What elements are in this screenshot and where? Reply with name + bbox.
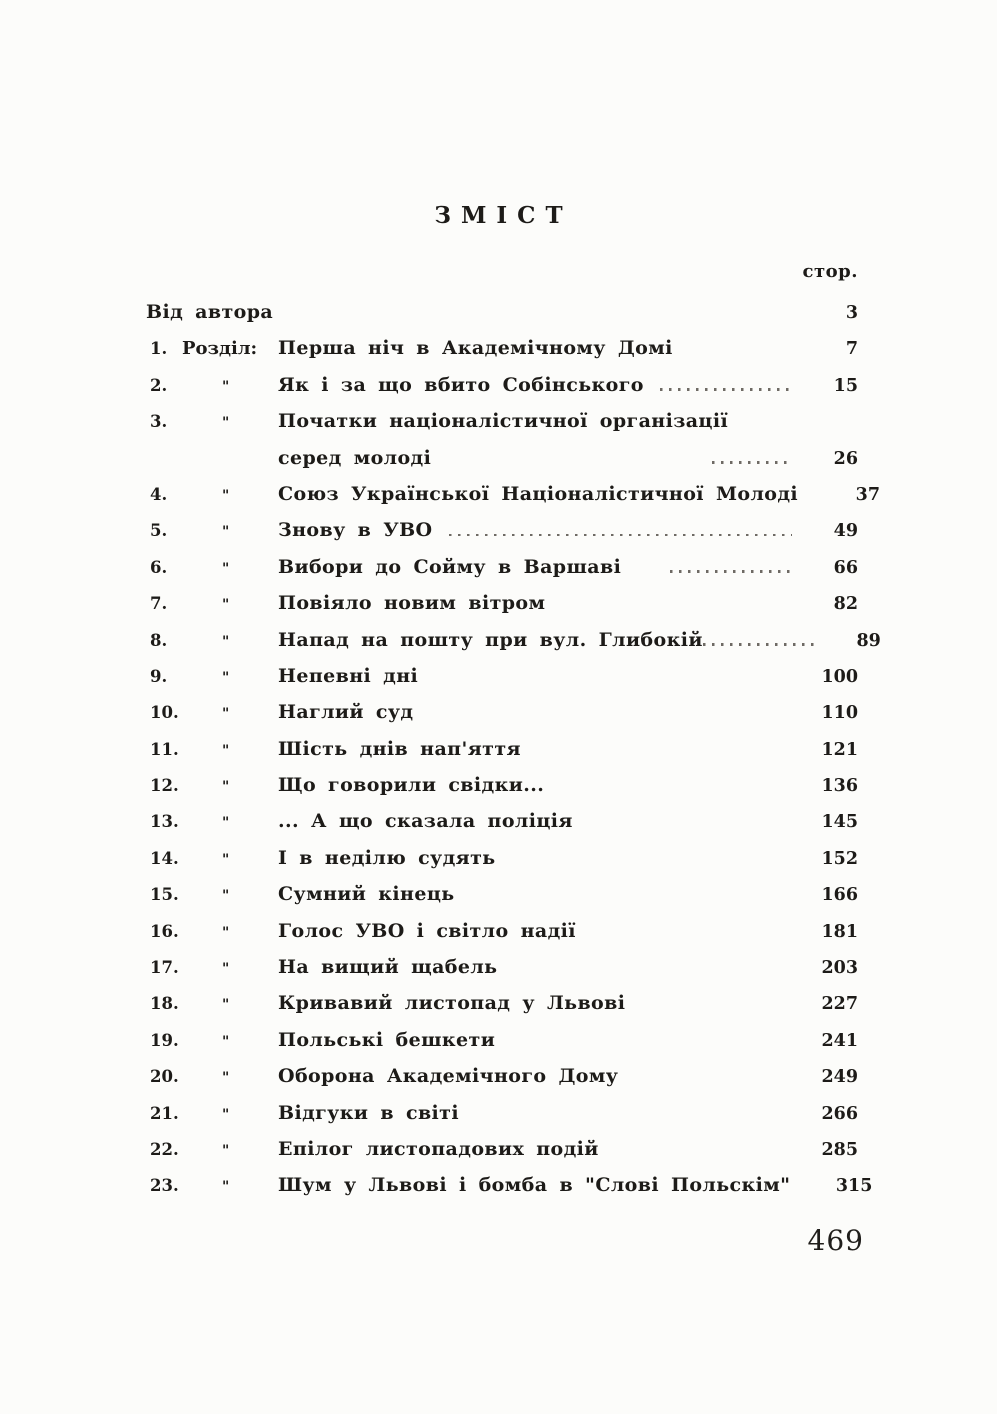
chapter-marker: " (222, 487, 231, 504)
page-column-header: стор. (802, 261, 858, 282)
toc-list (146, 294, 881, 1204)
chapter-title: На вищий щабель (278, 956, 498, 979)
chapter-marker: " (222, 779, 231, 796)
toc-row (146, 585, 858, 621)
leader-spacer (289, 316, 792, 319)
front-matter-row (146, 294, 858, 330)
page-number: 26 (833, 448, 858, 469)
toc-row (146, 985, 858, 1021)
page-number: 241 (821, 1030, 858, 1051)
toc-row (146, 1022, 858, 1058)
chapter-marker: " (222, 524, 231, 541)
toc-row (146, 658, 858, 694)
leader-dots (511, 1043, 792, 1046)
chapter-title: Сумний кінець (278, 883, 455, 906)
page-number: 181 (821, 921, 858, 942)
chapter-marker: " (222, 851, 231, 868)
chapter-marker: " (222, 961, 231, 978)
toc-row (146, 1058, 858, 1094)
chapter-number: 16. (150, 921, 179, 941)
chapter-marker: " (222, 1106, 231, 1123)
page-number: 203 (821, 958, 858, 979)
chapter-title: Шість днів нап'яття (278, 737, 521, 760)
chapter-title: Що говорили свідки... (278, 774, 545, 797)
chapter-number: 11. (150, 739, 179, 759)
chapter-marker: Розділ: (182, 338, 258, 360)
chapter-title: Епілог листопадових подій (278, 1137, 599, 1160)
page-number: 3 (845, 303, 858, 323)
front-matter-label: Від автора (146, 301, 274, 323)
page-number: 166 (821, 885, 858, 906)
chapter-marker: " (222, 815, 231, 832)
chapter-number: 5. (150, 521, 168, 541)
chapter-number: 23. (150, 1176, 179, 1196)
chapter-number: 21. (150, 1103, 179, 1123)
toc-row (146, 876, 858, 912)
page-number: 152 (821, 848, 858, 869)
chapter-marker: " (222, 1070, 231, 1087)
chapter-number: 15. (150, 885, 179, 905)
toc-row (146, 622, 881, 658)
chapter-marker: " (222, 1142, 231, 1159)
page-number: 145 (821, 812, 858, 833)
chapter-title: Оборона Академічного Дому (278, 1065, 619, 1088)
chapter-number: 4. (150, 484, 168, 504)
toc-row (146, 803, 858, 839)
page-number: 121 (821, 739, 858, 760)
page-number: 89 (856, 630, 881, 651)
leader-dots (660, 388, 792, 391)
toc-row (146, 913, 858, 949)
toc-row (146, 367, 858, 403)
chapter-title: ... А що сказала поліція (278, 810, 573, 833)
leader-dots (589, 825, 792, 828)
toc-row (146, 403, 858, 439)
chapter-number: 17. (150, 958, 179, 978)
folio-page-number: 469 (807, 1224, 864, 1257)
leader-dots (689, 352, 792, 355)
chapter-title: І в неділю судять (278, 846, 496, 869)
chapter-title: Як і за що вбито Собінського (278, 373, 644, 396)
chapter-title: Наглий суд (278, 701, 414, 724)
toc-row (146, 476, 880, 512)
page-number: 110 (821, 703, 858, 724)
toc-row (146, 840, 858, 876)
chapter-title: Початки націоналістичної організації (278, 410, 729, 433)
chapter-marker: " (222, 706, 231, 723)
toc-row (146, 549, 858, 585)
chapter-number: 7. (150, 594, 168, 614)
chapter-title: Відгуки в світі (278, 1101, 459, 1124)
chapter-number: 8. (150, 630, 168, 650)
toc-row (146, 949, 858, 985)
leader-dots (475, 1116, 792, 1119)
leader-dots (634, 1080, 792, 1083)
chapter-number: 10. (150, 703, 179, 723)
chapter-number: 20. (150, 1067, 179, 1087)
chapter-title: Непевні дні (278, 664, 419, 687)
chapter-marker: " (222, 742, 231, 759)
chapter-title: Голос УВО і світло надії (278, 919, 576, 942)
toc-row (146, 1131, 858, 1167)
chapter-title: Перша ніч в Академічному Домі (278, 337, 673, 360)
leader-dots (449, 534, 792, 537)
page-title: ЗМІСТ (434, 202, 573, 229)
toc-row (146, 731, 858, 767)
chapter-marker: " (222, 924, 231, 941)
page-number: 266 (821, 1103, 858, 1124)
toc-row (146, 330, 858, 366)
chapter-number: 12. (150, 776, 179, 796)
chapter-title: Напад на пошту при вул. Глибокій (278, 628, 703, 651)
page-number: 15 (833, 375, 858, 396)
toc-row (146, 767, 858, 803)
chapter-marker: " (222, 378, 231, 395)
leader-dots (434, 679, 792, 682)
page-number: 49 (833, 521, 858, 542)
chapter-number: 22. (150, 1139, 179, 1159)
leader-dots (430, 716, 793, 719)
page-number: 285 (821, 1139, 858, 1160)
chapter-number: 2. (150, 375, 168, 395)
chapter-number: 18. (150, 994, 179, 1014)
toc-row (146, 694, 858, 730)
page-number: 37 (855, 484, 880, 505)
leader-dots (560, 789, 792, 792)
leader-dots (592, 934, 792, 937)
chapter-title: Шум у Львові і бомба в "Слові Польскім" (278, 1174, 791, 1197)
toc-row (146, 512, 858, 548)
chapter-marker: " (222, 888, 231, 905)
page-number: 66 (833, 557, 858, 578)
leader-dots (513, 971, 792, 974)
chapter-number: 19. (150, 1030, 179, 1050)
chapter-title: Кривавий листопад у Львові (278, 992, 626, 1015)
leader-dots (641, 1007, 792, 1010)
chapter-marker: " (222, 633, 231, 650)
chapter-marker: " (222, 669, 231, 686)
chapter-title: Вибори до Сойму в Варшаві (278, 555, 622, 578)
toc-row (146, 1167, 873, 1203)
chapter-title: Польські бешкети (278, 1028, 496, 1051)
toc-row (146, 1095, 858, 1131)
chapter-number: 3. (150, 412, 168, 432)
page-number: 249 (821, 1067, 858, 1088)
chapter-marker: " (222, 597, 231, 614)
chapter-number: 9. (150, 666, 168, 686)
leader-dots (512, 861, 792, 864)
page-number: 82 (833, 594, 858, 615)
chapter-marker: " (222, 415, 231, 432)
leader-dots (615, 1152, 792, 1155)
page-number: 100 (821, 666, 858, 687)
chapter-title: Повіяло новим вітром (278, 592, 546, 615)
leader-dots (561, 607, 792, 610)
leader-dots (471, 898, 792, 901)
chapter-marker: " (222, 560, 231, 577)
page-number: 227 (821, 994, 858, 1015)
leader-dots (744, 425, 792, 428)
chapter-number: 6. (150, 557, 168, 577)
chapter-number: 1. (150, 339, 168, 359)
leader-dots (703, 643, 815, 646)
chapter-marker: " (222, 997, 231, 1014)
leader-dots (712, 461, 792, 464)
chapter-marker: " (222, 1033, 231, 1050)
chapter-number: 13. (150, 812, 179, 832)
chapter-number: 14. (150, 848, 179, 868)
toc-row (146, 440, 858, 476)
chapter-title: серед молоді (278, 446, 432, 469)
leader-dots (670, 570, 792, 573)
page-number: 315 (835, 1176, 873, 1197)
chapter-marker: " (222, 1179, 231, 1196)
chapter-title: Знову в УВО (278, 519, 433, 542)
page-number: 7 (845, 339, 858, 360)
leader-dots (537, 752, 792, 755)
chapter-title: Союз Української Націоналістичної Молоді (278, 482, 798, 505)
page-number: 136 (821, 776, 858, 797)
